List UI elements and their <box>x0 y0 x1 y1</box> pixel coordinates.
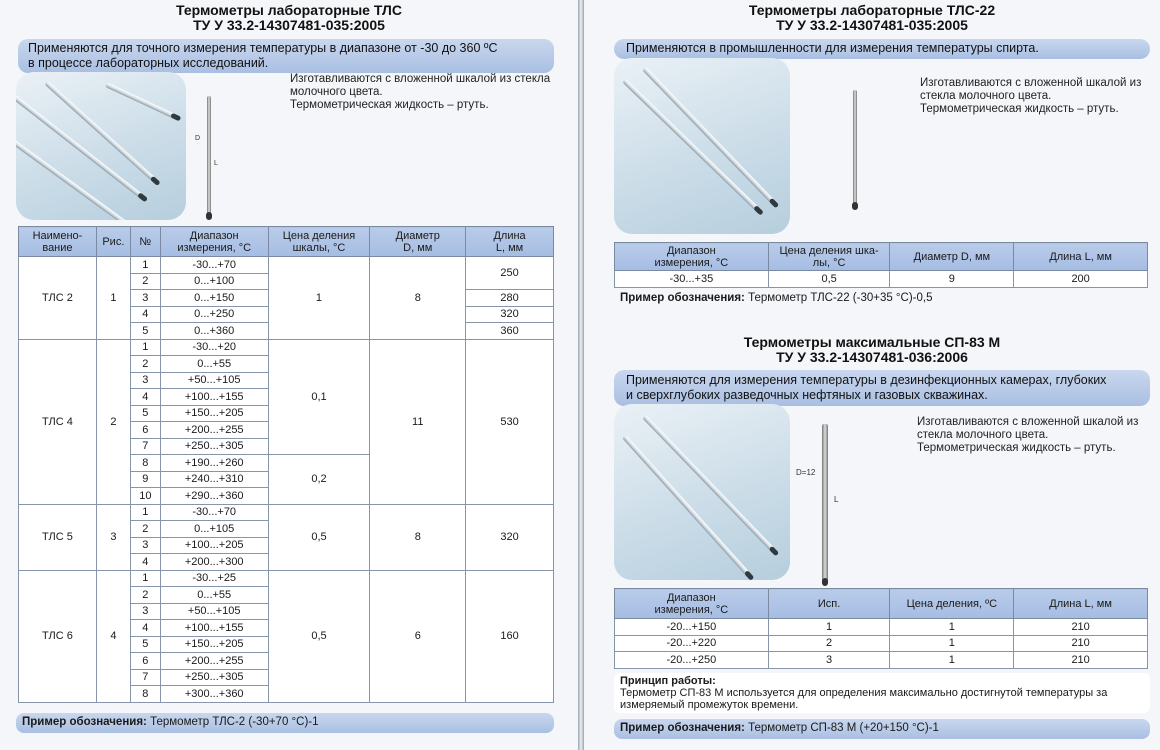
sp83-photo <box>614 404 790 580</box>
table-row: 4 +100...+155 <box>19 389 554 406</box>
table-row: ТЛС 6 4 1 -30...+25 0,5 6 160 <box>19 570 554 587</box>
left-example-label: Пример обозначения: <box>22 716 147 728</box>
table-row: 4 +200...+300 <box>19 554 554 571</box>
right-intro1-bar <box>614 39 1150 59</box>
table-row: -20...+220 2 1 210 <box>615 635 1148 652</box>
right-title2-text: Термометры максимальные СП-83 М <box>743 334 1001 350</box>
col-diameter: Диаметр D, мм <box>370 227 466 257</box>
table-row: 3 +50...+105 <box>19 372 554 389</box>
col-length: Длина L, мм <box>466 227 554 257</box>
table-row: -20...+250 3 1 210 <box>615 652 1148 669</box>
table-row: 5 +150...+205 <box>19 636 554 653</box>
right-note1-line1: Изготавливаются с вложенной шкалой из <box>920 77 1142 89</box>
diagram-d-label: D <box>195 135 201 142</box>
right-standard1: ТУ У 33.2-14307481-035:2005 <box>776 17 968 33</box>
left-example-bar <box>16 713 554 733</box>
right-intro1: Применяются в промышленности для измерения температуры спирта. <box>626 41 1039 55</box>
table-row: 2 0...+55 <box>19 356 554 373</box>
table-row: 10 +290...+360 <box>19 488 554 505</box>
table-row: 5 +150...+205 <box>19 405 554 422</box>
table-row: 3 +50...+105 <box>19 603 554 620</box>
table-row: 3 0...+150 280 <box>19 290 554 307</box>
table-row: 5 0...+360 360 <box>19 323 554 340</box>
right-intro2-bar: Применяются для измерения температуры в дезинфекционных камерах, глубоких и сверхглубоких разведочных нефтяных и газовых скважинах. <box>614 370 1150 406</box>
principle-box: Принцип работы: Термометр СП-83 М используется для определения максимально достигнутой температуры за измеряемый промежуток времени. <box>614 673 1150 713</box>
sp83-table: Диапазон измерения, °С Исп. Цена деления, ºС Длина L, мм -20...+150 1 1 210 -20...+220 2 1 210 -20...+250 3 1 210 <box>614 588 1148 669</box>
right-example2-bar: Пример обозначения: Термометр СП-83 М (+20+150 °С)-1 <box>614 719 1150 739</box>
table-row: 8 +190...+260 0,2 <box>19 455 554 472</box>
left-standard: ТУ У 33.2-14307481-035:2005 <box>193 17 385 33</box>
left-title-text: Термометры лабораторные ТЛС <box>176 2 402 18</box>
left-example-text: Термометр ТЛС-2 (-30+70 °С)-1 <box>150 716 319 728</box>
table-row: 3 +100...+205 <box>19 537 554 554</box>
left-intro-line2: в процессе лабораторных исследований. <box>28 56 269 70</box>
table-row: 4 0...+250 320 <box>19 306 554 323</box>
right-note2: Изготавливаются с вложенной шкалой из стекла молочного цвета. Термометрическая жидкость – ртуть. <box>917 416 1139 454</box>
table-row: -30...+35 0,5 9 200 <box>615 271 1148 288</box>
col-range: Диапазон измерения, °С <box>160 227 268 257</box>
left-note <box>290 73 560 112</box>
table-row: 8 +300...+360 <box>19 686 554 703</box>
left-intro-bar <box>18 39 554 73</box>
principle-title: Принцип работы: <box>620 675 716 687</box>
col-num: № <box>130 227 160 257</box>
table-row: 4 +100...+155 <box>19 620 554 637</box>
table-row: 2 0...+55 <box>19 587 554 604</box>
left-note-line3: Термометрическая жидкость – ртуть. <box>290 99 489 111</box>
right-page: Термометры лабораторные ТЛС-22 ТУ У 33.2-14307481-035:2005 Применяются в промышленности для измерения температуры спирта. Изготавливаются с вложенной шкалой из стекла молочного цвета. Термометрическая жидкость – ртуть. Диапазон измерения, °С Цена деления шка- лы, °С Диаметр D, мм Длина L, мм -30...+35 0,5 9 200 Пример обозначения: Термометр ТЛС-22 (-30+35 °С)-0,5 Термометры максимальные СП-83 М ТУ У 33.2-14307481-036:2006 Применяются для измерения температуры в дезинфекционных камерах, глубоких и сверхглубоких разведочных нефтяных и газовых скважинах. D=12 L Изготавливаются с вложенной шкалой из стекла молочного цвета. Термометрическая жидкость – ртуть. Диапазон измерения, °С Исп. Цена деления, ºС Длина L, мм -20...+150 1 1 210 -20...+220 2 1 210 -20...+250 3 1 210 Принцип работы: Термометр СП-83 М используется для определения максимально достигнутой температуры за измеряемый промежуток времени. Пример обозначения: Термометр СП-83 М (+20+150 °С)-1 <box>584 0 1160 750</box>
table-row: 2 0...+105 <box>19 521 554 538</box>
right-title-2 <box>584 335 1160 365</box>
right-note1 <box>920 77 1156 116</box>
col-name: Наимено- вание <box>19 227 97 257</box>
table-row: ТЛС 5 3 1 -30...+70 0,5 8 320 <box>19 504 554 521</box>
table-row: ТЛС 2 1 1 -30...+70 1 8 250 <box>19 257 554 274</box>
right-note1-line3: Термометрическая жидкость – ртуть. <box>920 103 1119 115</box>
table-row: 6 +200...+255 <box>19 653 554 670</box>
col-division: Цена деления шкалы, °С <box>268 227 370 257</box>
table-row: -20...+150 1 1 210 <box>615 619 1148 636</box>
left-note-line2: молочного цвета. <box>290 86 383 98</box>
left-intro-line1: Применяются для точного измерения температуры в диапазоне от -30 до 360 ºС <box>28 41 498 55</box>
right-title-1 <box>584 3 1160 33</box>
table-row: 9 +240...+310 <box>19 471 554 488</box>
tls22-table: Диапазон измерения, °С Цена деления шка- лы, °С Диаметр D, мм Длина L, мм -30...+35 0,5 9 200 <box>614 242 1148 288</box>
right-title1-text: Термометры лабораторные ТЛС-22 <box>748 2 996 18</box>
table-row: 6 +200...+255 <box>19 422 554 439</box>
right-note1-line2: стекла молочного цвета. <box>920 90 1052 102</box>
table-row: ТЛС 4 2 1 -30...+20 0,1 11 530 <box>19 339 554 356</box>
left-note-line1: Изготавливаются с вложенной шкалой из стекла <box>290 73 551 85</box>
table-row: 7 +250...+305 <box>19 669 554 686</box>
left-page <box>0 0 578 750</box>
table-row: 7 +250...+305 <box>19 438 554 455</box>
right-example1: Пример обозначения: Термометр ТЛС-22 (-30+35 °С)-0,5 <box>620 292 933 304</box>
left-thermometer-photo <box>16 72 186 220</box>
col-fig: Рис. <box>96 227 130 257</box>
tls22-photo <box>614 58 790 234</box>
left-title <box>0 3 578 33</box>
table-row: 2 0...+100 <box>19 273 554 290</box>
diagram-l-label: L <box>214 160 218 167</box>
tls-table <box>18 226 554 703</box>
right-standard2: ТУ У 33.2-14307481-036:2006 <box>776 349 968 365</box>
